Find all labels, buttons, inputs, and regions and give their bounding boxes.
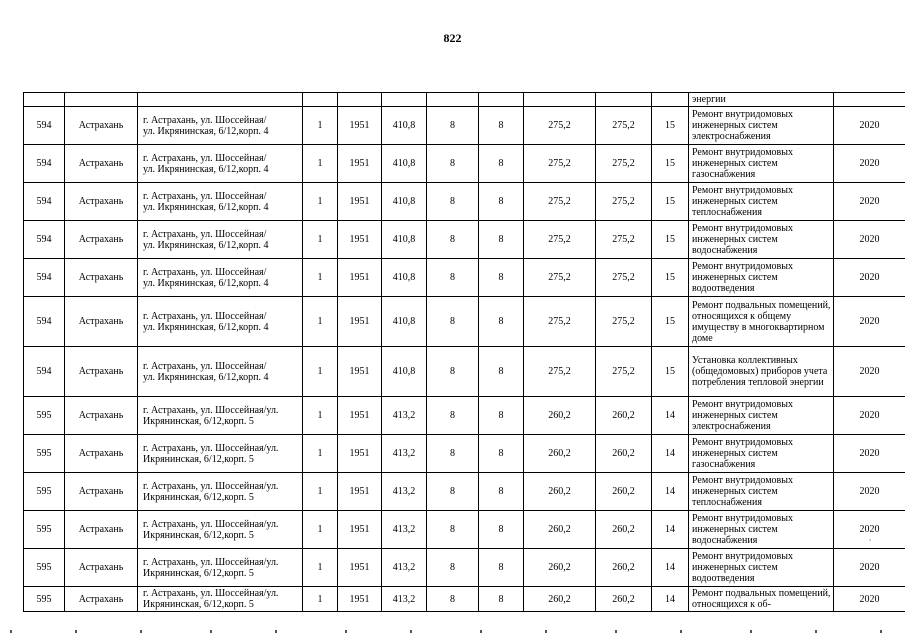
table-row	[24, 259, 905, 297]
cell-empty	[338, 93, 382, 107]
scan-tick	[480, 630, 482, 633]
cell-value: 14	[652, 587, 689, 612]
cell-value: 14	[652, 435, 689, 473]
cell-number: 595	[24, 473, 65, 511]
cell-number: 595	[24, 435, 65, 473]
cell-plan-year: 2020	[834, 259, 905, 297]
cell-area: 410,8	[382, 297, 427, 347]
cell-value: 8	[479, 473, 524, 511]
cell-year: 1951	[338, 107, 382, 145]
cell-count: 1	[303, 473, 338, 511]
scan-tick	[345, 630, 347, 633]
cell-city: Астрахань	[65, 259, 138, 297]
cell-address	[138, 473, 303, 511]
cell-empty	[65, 93, 138, 107]
cell-value: 14	[652, 549, 689, 587]
cell-empty	[138, 93, 303, 107]
cell-plan-year: 2020	[834, 587, 905, 612]
cell-value: 14	[652, 473, 689, 511]
address-line: Икрянинская, 6/12,корп. 5	[143, 453, 254, 465]
table-row	[24, 549, 905, 587]
scan-tick	[275, 630, 277, 633]
cell-work-type: Ремонт внутридомовых инженерных систем газоснабжения	[689, 145, 834, 183]
cell-empty	[596, 93, 652, 107]
cell-area: 413,2	[382, 397, 427, 435]
cell-address	[138, 145, 303, 183]
cell-address	[138, 511, 303, 549]
cell-value: 15	[652, 183, 689, 221]
scan-tick	[210, 630, 212, 633]
cell-work-type: Установка коллективных (общедомовых) приборов учета потребления тепловой энергии	[689, 347, 834, 397]
cell-empty	[834, 93, 905, 107]
cell-count: 1	[303, 511, 338, 549]
cell-area: 260,2	[596, 511, 652, 549]
cell-work-type: Ремонт подвальных помещений, относящихся к об-	[689, 587, 834, 612]
cell-empty	[427, 93, 479, 107]
cell-count: 1	[303, 549, 338, 587]
cell-value: 8	[427, 397, 479, 435]
scan-tick	[680, 630, 682, 633]
cell-area: 275,2	[596, 183, 652, 221]
cell-value: 8	[479, 549, 524, 587]
cell-area: 413,2	[382, 435, 427, 473]
cell-value: 8	[427, 297, 479, 347]
cell-plan-year: 2020	[834, 435, 905, 473]
address-line: г. Астрахань, ул. Шоссейная/ул.	[143, 588, 279, 599]
cell-value: 8	[427, 145, 479, 183]
cell-plan-year: 2020	[834, 221, 905, 259]
cell-area: 413,2	[382, 473, 427, 511]
repair-register-table	[23, 92, 905, 612]
cell-count: 1	[303, 587, 338, 612]
cell-number: 594	[24, 221, 65, 259]
table-row	[24, 435, 905, 473]
table-row	[24, 221, 905, 259]
cell-plan-year: 2020	[834, 511, 905, 549]
cell-value: 8	[479, 511, 524, 549]
address-line: г. Астрахань, ул. Шоссейная/	[143, 152, 267, 164]
cell-plan-year: 2020	[834, 347, 905, 397]
cell-area: 275,2	[524, 221, 596, 259]
cell-work-type: Ремонт внутридомовых инженерных систем электроснабжения	[689, 397, 834, 435]
cell-value: 8	[427, 435, 479, 473]
cell-count: 1	[303, 435, 338, 473]
cell-empty	[524, 93, 596, 107]
cell-area: 260,2	[596, 549, 652, 587]
cell-number: 594	[24, 297, 65, 347]
cell-city: Астрахань	[65, 107, 138, 145]
address-line: Икрянинская, 6/12,корп. 5	[143, 599, 254, 610]
cell-area: 275,2	[524, 297, 596, 347]
address-line: Икрянинская, 6/12,корп. 5	[143, 491, 254, 503]
cell-empty	[24, 93, 65, 107]
cell-city: Астрахань	[65, 435, 138, 473]
cell-value: 8	[479, 587, 524, 612]
cell-address	[138, 397, 303, 435]
cell-number: 594	[24, 145, 65, 183]
cell-value: 8	[479, 221, 524, 259]
cell-value: 14	[652, 511, 689, 549]
address-line: Икрянинская, 6/12,корп. 5	[143, 529, 254, 541]
cell-city: Астрахань	[65, 297, 138, 347]
cell-area: 275,2	[596, 347, 652, 397]
cell-area: 410,8	[382, 259, 427, 297]
cell-empty	[479, 93, 524, 107]
cell-area: 260,2	[524, 511, 596, 549]
cell-city: Астрахань	[65, 397, 138, 435]
cell-area: 275,2	[596, 221, 652, 259]
cell-work-type: Ремонт внутридомовых инженерных систем теплоснабжения	[689, 183, 834, 221]
address-line: г. Астрахань, ул. Шоссейная/ул.	[143, 404, 279, 416]
cell-area: 260,2	[524, 587, 596, 612]
cell-count: 1	[303, 397, 338, 435]
cell-value: 8	[427, 221, 479, 259]
scan-tick	[140, 630, 142, 633]
table-row-continuation	[24, 93, 905, 107]
address-line: ул. Икрянинская, 6/12,корп. 4	[143, 163, 269, 175]
scan-tick	[880, 630, 882, 633]
cell-value: 8	[479, 107, 524, 145]
cell-plan-year: 2020	[834, 107, 905, 145]
cell-area: 260,2	[524, 435, 596, 473]
cell-area: 413,2	[382, 549, 427, 587]
cell-plan-year: 2020	[834, 473, 905, 511]
cell-value: 8	[479, 397, 524, 435]
address-line: ул. Икрянинская, 6/12,корп. 4	[143, 125, 269, 137]
cell-work-type: Ремонт внутридомовых инженерных систем водоотведения	[689, 549, 834, 587]
cell-value: 15	[652, 107, 689, 145]
cell-area: 410,8	[382, 347, 427, 397]
table-row	[24, 511, 905, 549]
cell-year: 1951	[338, 511, 382, 549]
cell-area: 260,2	[596, 435, 652, 473]
cell-area: 413,2	[382, 511, 427, 549]
address-line: г. Астрахань, ул. Шоссейная/	[143, 360, 267, 372]
cell-value: 8	[427, 107, 479, 145]
cell-work-type: Ремонт внутридомовых инженерных систем электроснабжения	[689, 107, 834, 145]
cell-count: 1	[303, 259, 338, 297]
cell-area: 275,2	[524, 347, 596, 397]
cell-work-type: Ремонт подвальных помещений, относящихся к общему имуществу в многоквартирном доме	[689, 297, 834, 347]
table-row	[24, 183, 905, 221]
table-row	[24, 145, 905, 183]
cell-work-type: Ремонт внутридомовых инженерных систем теплоснабжения	[689, 473, 834, 511]
cell-plan-year: 2020	[834, 183, 905, 221]
cell-city: Астрахань	[65, 587, 138, 612]
cell-city: Астрахань	[65, 145, 138, 183]
cell-area: 410,8	[382, 221, 427, 259]
cell-number: 595	[24, 511, 65, 549]
cell-value: 14	[652, 397, 689, 435]
cell-city: Астрахань	[65, 221, 138, 259]
cell-count: 1	[303, 107, 338, 145]
cell-city: Астрахань	[65, 473, 138, 511]
address-line: г. Астрахань, ул. Шоссейная/ул.	[143, 556, 279, 568]
cell-area: 275,2	[524, 107, 596, 145]
cell-area: 260,2	[596, 397, 652, 435]
cell-number: 595	[24, 397, 65, 435]
scan-mark: ₁	[869, 536, 872, 542]
cell-number: 595	[24, 587, 65, 612]
cell-address	[138, 435, 303, 473]
address-line: г. Астрахань, ул. Шоссейная/ул.	[143, 442, 279, 454]
cell-address	[138, 221, 303, 259]
cell-value: 15	[652, 297, 689, 347]
cell-value: 8	[479, 259, 524, 297]
cell-value: 15	[652, 221, 689, 259]
cell-area: 410,8	[382, 107, 427, 145]
table-row	[24, 107, 905, 145]
cell-year: 1951	[338, 549, 382, 587]
cell-plan-year: 2020	[834, 145, 905, 183]
cell-work-type: Ремонт внутридомовых инженерных систем водоснабжения	[689, 511, 834, 549]
cell-address	[138, 183, 303, 221]
cell-area: 260,2	[596, 473, 652, 511]
cell-area: 275,2	[524, 183, 596, 221]
cell-address	[138, 347, 303, 397]
cell-address	[138, 107, 303, 145]
cell-city: Астрахань	[65, 347, 138, 397]
cell-value: 8	[427, 183, 479, 221]
address-line: Икрянинская, 6/12,корп. 5	[143, 567, 254, 579]
cell-year: 1951	[338, 347, 382, 397]
cell-area: 260,2	[524, 397, 596, 435]
cell-address	[138, 549, 303, 587]
cell-area: 260,2	[524, 549, 596, 587]
cell-area: 410,8	[382, 145, 427, 183]
cell-value: 8	[427, 549, 479, 587]
cell-area: 260,2	[596, 587, 652, 612]
address-line: г. Астрахань, ул. Шоссейная/	[143, 228, 267, 240]
cell-empty	[652, 93, 689, 107]
cell-count: 1	[303, 183, 338, 221]
cell-value: 15	[652, 259, 689, 297]
cell-plan-year: 2020	[834, 397, 905, 435]
cell-area: 275,2	[596, 107, 652, 145]
cell-value: 8	[479, 297, 524, 347]
cell-year: 1951	[338, 473, 382, 511]
cell-year: 1951	[338, 183, 382, 221]
address-line: г. Астрахань, ул. Шоссейная/	[143, 114, 267, 126]
cell-address	[138, 259, 303, 297]
table-row	[24, 587, 905, 612]
cell-year: 1951	[338, 221, 382, 259]
cell-number: 594	[24, 347, 65, 397]
scan-tick	[815, 630, 817, 633]
cell-plan-year: 2020	[834, 297, 905, 347]
address-line: г. Астрахань, ул. Шоссейная/	[143, 266, 267, 278]
address-line: ул. Икрянинская, 6/12,корп. 4	[143, 321, 269, 333]
cell-value: 8	[427, 511, 479, 549]
table-row	[24, 397, 905, 435]
cell-number: 595	[24, 549, 65, 587]
cell-address	[138, 587, 303, 612]
cell-value: 8	[427, 347, 479, 397]
cell-year: 1951	[338, 435, 382, 473]
cell-area: 275,2	[524, 145, 596, 183]
cell-area: 275,2	[596, 145, 652, 183]
bottom-scan-edge	[0, 630, 905, 636]
page-number: 822	[443, 31, 462, 45]
cell-value: 8	[427, 473, 479, 511]
address-line: Икрянинская, 6/12,корп. 5	[143, 415, 254, 427]
table-row	[24, 347, 905, 397]
scan-tick	[750, 630, 752, 633]
cell-value: 8	[427, 587, 479, 612]
cell-area: 275,2	[596, 297, 652, 347]
table-row	[24, 297, 905, 347]
table-row	[24, 473, 905, 511]
address-line: г. Астрахань, ул. Шоссейная/	[143, 310, 267, 322]
cell-work-type: Ремонт внутридомовых инженерных систем газоснабжения	[689, 435, 834, 473]
cell-plan-year: 2020	[834, 549, 905, 587]
scan-tick	[545, 630, 547, 633]
cell-empty	[382, 93, 427, 107]
cell-value: 15	[652, 145, 689, 183]
scan-tick	[75, 630, 77, 633]
scan-tick	[410, 630, 412, 633]
cell-year: 1951	[338, 145, 382, 183]
cell-count: 1	[303, 145, 338, 183]
address-line: ул. Икрянинская, 6/12,корп. 4	[143, 239, 269, 251]
cell-year: 1951	[338, 297, 382, 347]
cell-empty	[303, 93, 338, 107]
address-line: г. Астрахань, ул. Шоссейная/	[143, 190, 267, 202]
cell-city: Астрахань	[65, 511, 138, 549]
cell-work-type: Ремонт внутридомовых инженерных систем водоотведения	[689, 259, 834, 297]
cell-work-type: Ремонт внутридомовых инженерных систем водоснабжения	[689, 221, 834, 259]
cell-year: 1951	[338, 397, 382, 435]
cell-area: 275,2	[596, 259, 652, 297]
cell-year: 1951	[338, 587, 382, 612]
cell-city: Астрахань	[65, 183, 138, 221]
cell-year: 1951	[338, 259, 382, 297]
cell-area: 410,8	[382, 183, 427, 221]
cell-city: Астрахань	[65, 549, 138, 587]
cell-area: 413,2	[382, 587, 427, 612]
address-line: г. Астрахань, ул. Шоссейная/ул.	[143, 518, 279, 530]
cell-value: 8	[479, 183, 524, 221]
scan-tick	[10, 630, 12, 633]
scan-tick	[615, 630, 617, 633]
cell-value: 8	[479, 145, 524, 183]
cell-work-type: энергии	[689, 93, 834, 107]
cell-count: 1	[303, 347, 338, 397]
cell-number: 594	[24, 259, 65, 297]
cell-value: 8	[479, 435, 524, 473]
cell-count: 1	[303, 297, 338, 347]
cell-area: 260,2	[524, 473, 596, 511]
address-line: г. Астрахань, ул. Шоссейная/ул.	[143, 480, 279, 492]
cell-value: 8	[427, 259, 479, 297]
cell-number: 594	[24, 183, 65, 221]
cell-count: 1	[303, 221, 338, 259]
cell-area: 275,2	[524, 259, 596, 297]
address-line: ул. Икрянинская, 6/12,корп. 4	[143, 371, 269, 383]
address-line: ул. Икрянинская, 6/12,корп. 4	[143, 201, 269, 213]
cell-value: 15	[652, 347, 689, 397]
address-line: ул. Икрянинская, 6/12,корп. 4	[143, 277, 269, 289]
cell-number: 594	[24, 107, 65, 145]
cell-value: 8	[479, 347, 524, 397]
cell-address	[138, 297, 303, 347]
